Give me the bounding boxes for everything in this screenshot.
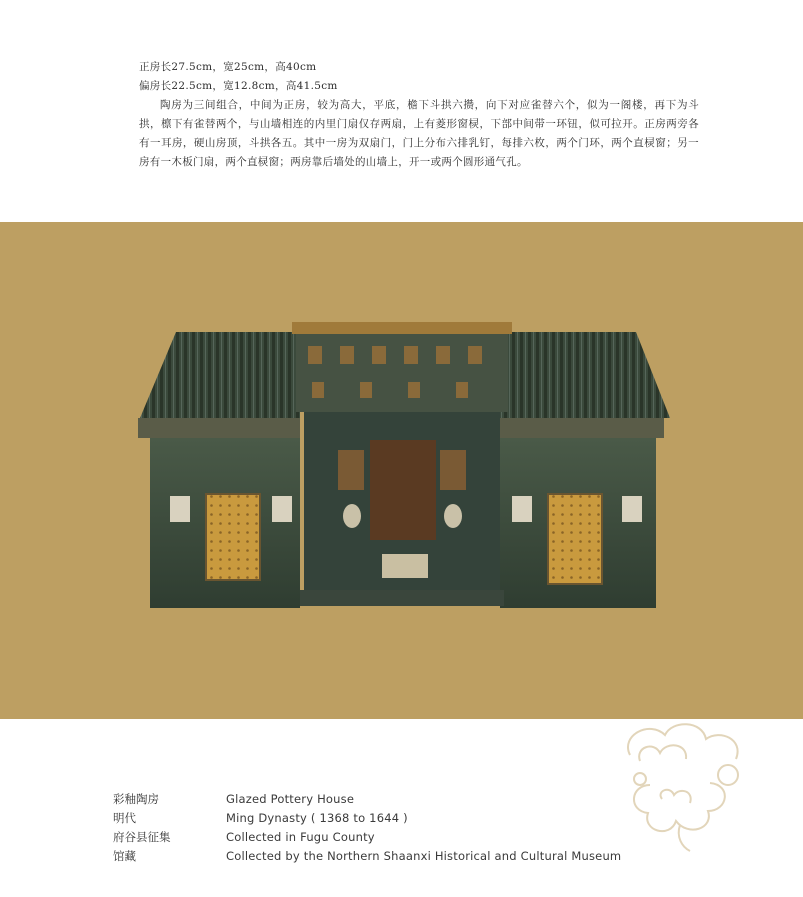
caption-row — [113, 790, 621, 809]
caption-row — [113, 828, 621, 847]
artifact-photo — [0, 222, 803, 719]
round-vent-right — [444, 504, 462, 528]
caption-source-en: Collected in Fugu County — [226, 830, 375, 844]
caption-source-zh: 府谷县征集 — [113, 830, 171, 844]
cloud-ornament-icon — [610, 715, 770, 855]
right-roof — [500, 332, 670, 418]
left-door — [206, 494, 260, 580]
caption-collection-zh: 馆藏 — [113, 849, 136, 863]
center-bracket-tier — [296, 334, 508, 412]
left-eaves — [138, 418, 300, 438]
description-body: 陶房为三间组合，中间为正房，较为高大，平底，檐下斗拱六攒，向下对应雀替六个，似为一阁楼，再下为斗拱，檩下有雀替两个，与山墙相连的内里门扇仅存两扇，上有菱形窗棂，下部中间带一环钮，似可拉开。正房两旁各有一耳房，硬山房顶，斗拱各五。其中一房为双扇门，门上分布六排乳钉，每排六枚，两个门环，两个直棂窗；另一房有一木板门扇，两个直棂窗；两房靠后墙处的山墙上，开一或两个圆形通气孔。 — [139, 99, 699, 168]
left-window-2 — [272, 496, 292, 522]
caption-row — [113, 847, 621, 866]
left-roof — [140, 332, 300, 418]
caption-collection-en: Collected by the Northern Shaanxi Historical and Cultural Museum — [226, 849, 622, 863]
dimensions-side: 偏房长22.5cm，宽12.8cm，高41.5cm — [139, 80, 338, 92]
pottery-house-image — [0, 222, 803, 719]
right-window-1 — [512, 496, 532, 522]
dimensions-main: 正房长27.5cm，宽25cm，高40cm — [139, 61, 317, 73]
caption-period-zh: 明代 — [113, 811, 136, 825]
caption-period-en: Ming Dynasty ( 1368 to 1644 ) — [226, 811, 408, 825]
right-eaves — [500, 418, 664, 438]
round-vent-left — [343, 504, 361, 528]
right-door — [548, 494, 602, 584]
caption-title-zh: 彩釉陶房 — [113, 792, 159, 806]
lattice-window-left — [338, 450, 364, 490]
center-plaque — [382, 554, 428, 578]
center-roof-ridge — [292, 322, 512, 334]
center-doorway — [370, 440, 436, 540]
caption-title-en: Glazed Pottery House — [226, 792, 355, 806]
lattice-window-right — [440, 450, 466, 490]
right-window-2 — [622, 496, 642, 522]
center-base — [300, 590, 504, 606]
caption-row — [113, 809, 621, 828]
description-block — [139, 58, 699, 172]
caption-block — [113, 790, 621, 866]
left-window-1 — [170, 496, 190, 522]
